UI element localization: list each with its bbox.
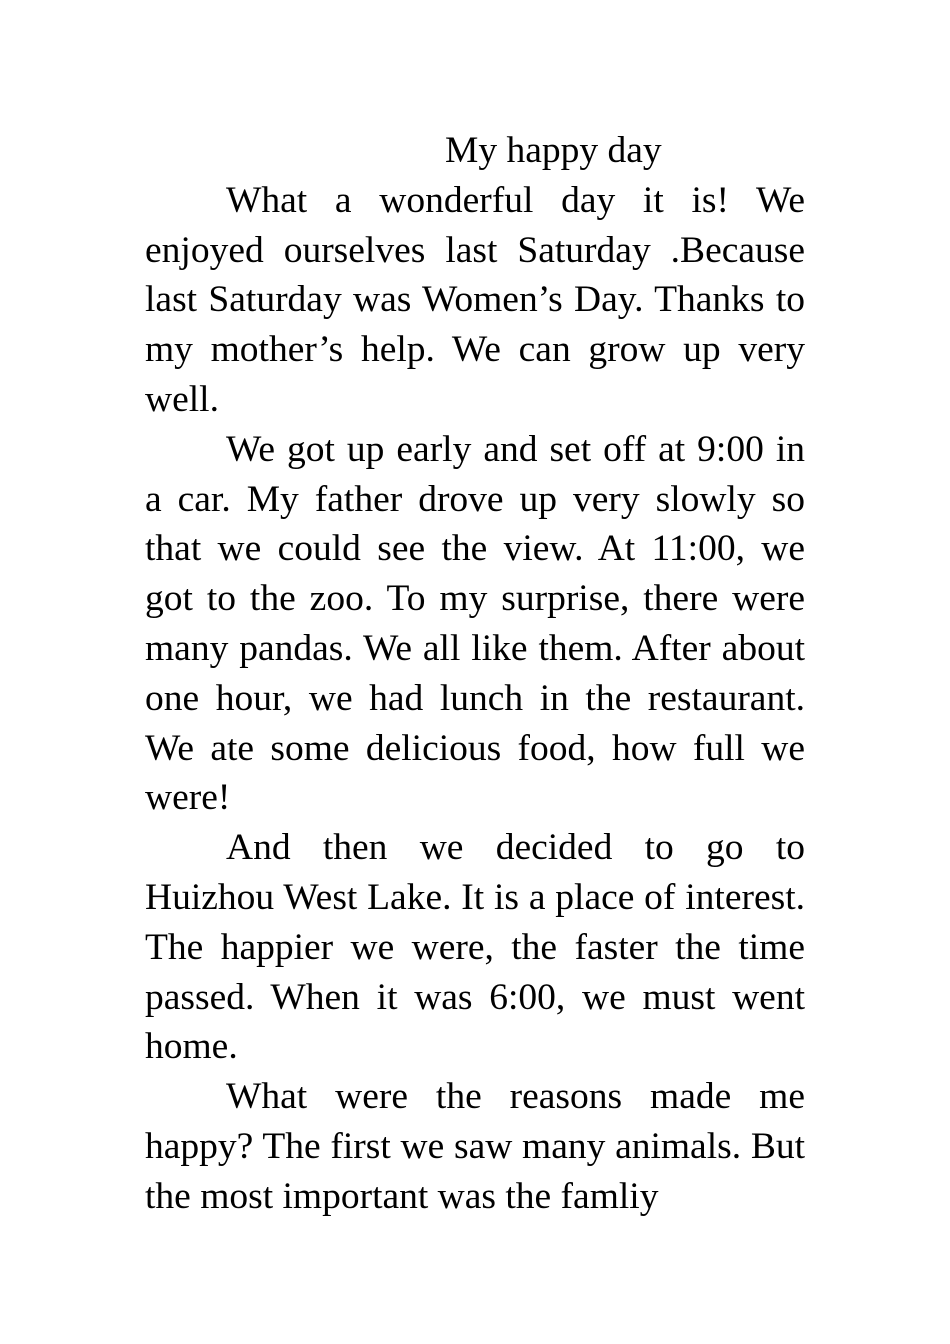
paragraph-1: What a wonderful day it is! We enjoyed ourselves last Saturday .Because last Saturday was Women’s Day. Thanks to my mother’s help. We can grow up very well. (145, 179, 805, 420)
document-body (145, 126, 805, 1222)
paragraph-4: What were the reasons made me happy? The first we saw many animals. But the most important was the famliy (145, 1076, 805, 1217)
paragraph-2: We got up early and set off at 9:00 in a car. My father drove up very slowly so that we could see the view. At 11:00, we got to the zoo. To my surprise, there were many pandas. We all like them. After about one hour, we had lunch in the restaurant. We ate some delicious food, how full we were! (145, 428, 805, 819)
paragraph-3: And then we decided to go to Huizhou West Lake. It is a place of interest. The happier we were, the faster the time passed. When it was 6:00, we must went home. (145, 827, 805, 1068)
document-title: My happy day (445, 130, 662, 171)
